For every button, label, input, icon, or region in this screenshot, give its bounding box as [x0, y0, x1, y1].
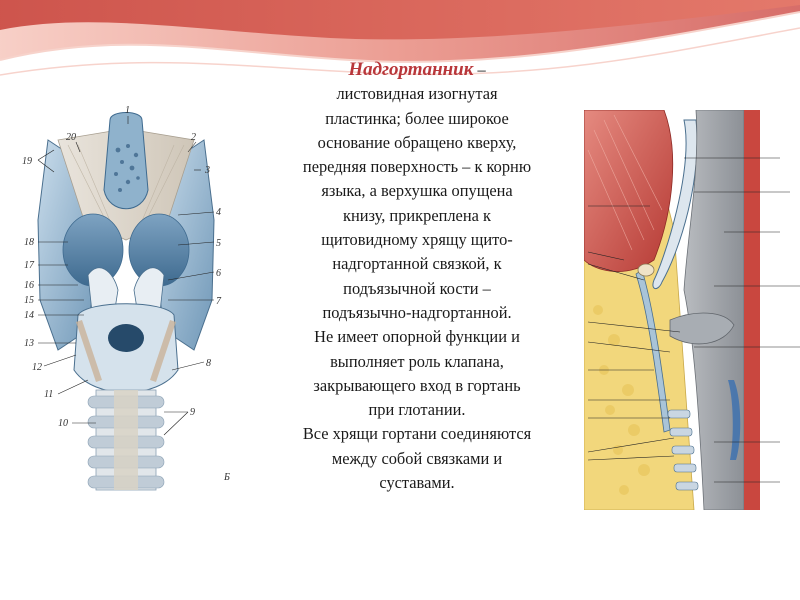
slide-title: Надгортанник [348, 59, 474, 80]
label-7: 7 [216, 296, 221, 307]
text-line: закрывающего вход в гортань [313, 375, 521, 395]
label-11: 11 [44, 389, 54, 400]
text-line: языка, а верхушка опущена [321, 181, 513, 201]
label-14: 14 [24, 310, 34, 321]
text-line: подъязычной кости – [343, 278, 491, 298]
label-2: 2 [191, 132, 196, 143]
text-line: между собой связками и [331, 448, 503, 468]
larynx-posterior-illustration [18, 100, 234, 500]
text-line: надгортанной связкой, к [332, 254, 502, 274]
text-line: при глотании. [368, 400, 466, 420]
text-line: Все хрящи гортани соединяются [302, 424, 532, 444]
text-line: подъязычно-надгортанной. [322, 302, 512, 322]
label-6: 6 [216, 268, 221, 279]
text-line: листовидная изогнутая [336, 84, 498, 104]
text-line: Не имеет опорной функции и [314, 327, 520, 347]
label-13: 13 [24, 338, 34, 349]
label-18: 18 [24, 237, 34, 248]
label-5: 5 [216, 238, 221, 249]
text-line: пластинка; более широкое [325, 108, 509, 128]
label-16: 16 [24, 280, 34, 291]
label-19: 19 [22, 156, 32, 167]
figure-letter-b: Б [224, 472, 230, 483]
label-12: 12 [32, 362, 42, 373]
label-9: 9 [190, 407, 195, 418]
text-line: передняя поверхность – к корню [302, 157, 532, 177]
label-1: 1 [125, 105, 130, 116]
text-line: основание обращено кверху, [317, 132, 517, 152]
description-text [247, 58, 587, 495]
title-dash: – [473, 60, 486, 79]
label-20: 20 [66, 132, 76, 143]
text-line: книзу, прикреплена к [343, 205, 491, 225]
label-15: 15 [24, 295, 34, 306]
label-4: 4 [216, 207, 221, 218]
label-8: 8 [206, 358, 211, 369]
text-line: выполняет роль клапана, [330, 351, 504, 371]
text-line: суставами. [379, 473, 455, 493]
larynx-sagittal-section-illustration [584, 110, 800, 510]
title-line [247, 58, 587, 82]
label-10: 10 [58, 418, 68, 429]
text-line: щитовидному хрящу щито- [321, 230, 513, 250]
label-3: 3 [205, 165, 210, 176]
label-17: 17 [24, 260, 34, 271]
